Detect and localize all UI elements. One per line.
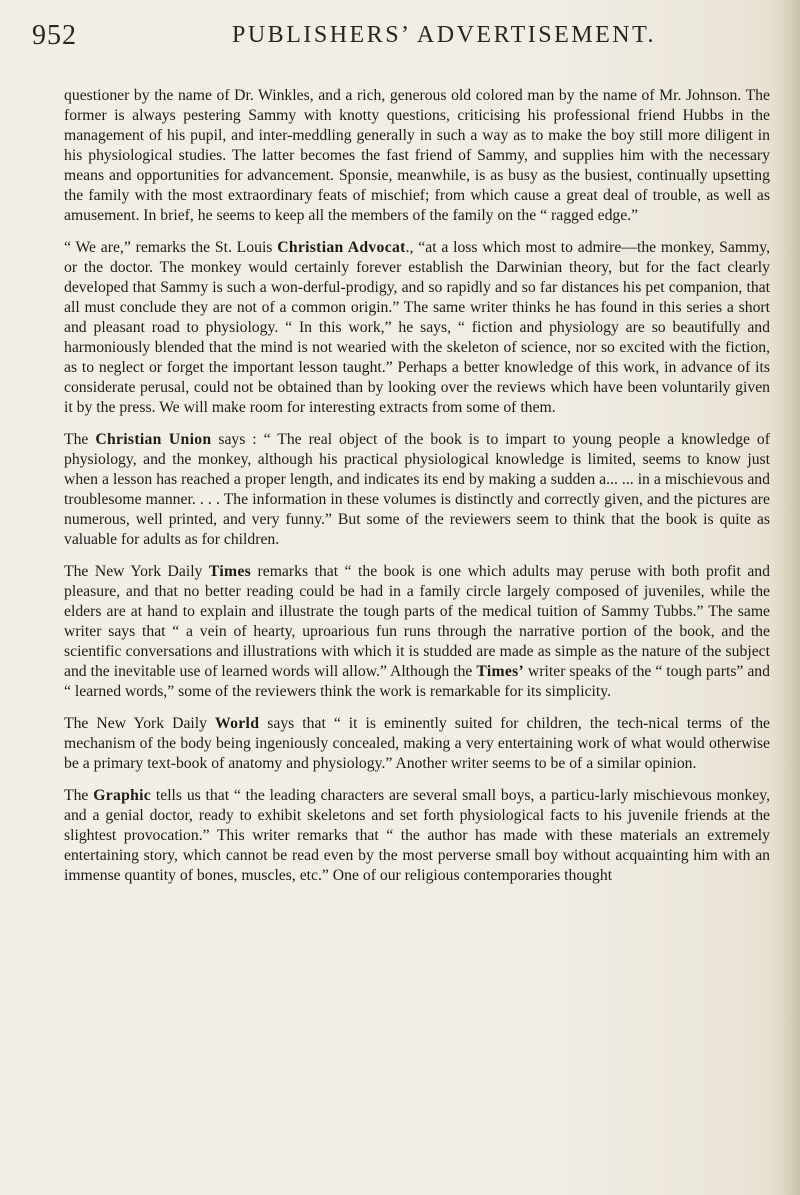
paragraph-3-after: says : “ The real object of the book is to impart to young people a knowledge of physiology, and the monkey, although his practical physiological knowledge is limited, seems to know just when a lesson has reached a proper length, and indicates its end by making a sudden a... ... in a mischievous and troublesome manner. . . . The information in these volumes is distinctly and correctly given, and the pictures are numerous, well printed, and very funny.” But some of the reviewers seem to think that the book is quite as valuable for adults as for children. xyxy=(64,431,770,548)
paragraph-3 xyxy=(64,430,770,550)
paragraph-4-after: remarks that “ the book is one which adults may peruse with both profit and pleasure, and that no better reading could be had in a family circle largely composed of juveniles, while the elders are at hand to explain and illustrate the tough parts of the medical tuition of Sammy Tubbs.” The same writer says that “ a vein of hearty, uproarious fun runs through the narrative portion of the book, and the scientific conversations and illustrations with which it is studded are made as simple as the nature of the subject and the inevitable use of learned words will allow.” Although the xyxy=(64,563,770,680)
paragraph-4 xyxy=(64,562,770,702)
publication-name-christian-advocate: Christian Advocat xyxy=(277,239,406,256)
publication-name-graphic: Graphic xyxy=(93,787,152,804)
paragraph-5-before: The New York Daily xyxy=(64,715,216,732)
page-number: 952 xyxy=(32,20,77,51)
paragraph-6 xyxy=(64,786,770,886)
body-text xyxy=(64,86,770,898)
page-edge-shadow xyxy=(772,0,800,1195)
paragraph-1: questioner by the name of Dr. Winkles, and a rich, generous old colored man by the name of Mr. Johnson. The former is always pestering Sammy with knotty questions, criticising his professional friend Hubbs in the management of his pupil, and inter-meddling generally in such a way as to make the boy still more diligent in his physiological studies. The latter becomes the fast friend of Sammy, and supplies him with the necessary means and opportunities for advancement. Sponsie, meanwhile, is as busy as the busiest, continually upsetting the family with the most extraordinary feats of mischief; from which cause a great deal of trouble, as well as amusement. In brief, he seems to keep all the members of the family on the “ ragged edge.” xyxy=(64,87,770,224)
publication-name-world: World xyxy=(215,715,260,732)
paragraph-5 xyxy=(64,714,770,774)
paragraph-5-after: says that “ it is eminently suited for children, the tech-nical terms of the mechanism of the body being ingeniously concealed, making a very entertaining work of what would otherwise be a primary text-book of anatomy and physiology.” Another writer seems to be of a similar opinion. xyxy=(64,715,771,772)
paragraph-3-before: The xyxy=(64,431,96,448)
publication-name-times: Times xyxy=(208,563,252,580)
paragraph-6-after: tells us that “ the leading characters are several small boys, a particu-larly mischievous monkey, and a genial doctor, ready to exhibit skeletons and set forth physiological facts to his juvenile friends at the slightest provocation.” This writer remarks that “ the author has made with these materials an extremely entertaining story, which cannot be read even by the most perverse small boy without acquainting him with an immense quantity of bones, muscles, etc.” One of our religious contemporaries thought xyxy=(64,787,770,884)
paragraph-4-after-2: writer speaks of the “ tough parts” and “ learned words,” some of the reviewers think the work is remarkable for its simplicity. xyxy=(64,663,770,700)
page-header xyxy=(0,18,800,58)
paragraph-6-before: The xyxy=(64,787,94,804)
publication-name-times-possessive: Times’ xyxy=(476,663,525,680)
paragraph-2 xyxy=(64,238,770,418)
paragraph-4-before: The New York Daily xyxy=(64,563,209,580)
paragraph-2-before: “ We are,” remarks the St. Louis xyxy=(64,239,278,256)
running-head: PUBLISHERS’ ADVERTISEMENT. xyxy=(232,22,657,48)
paragraph-2-after: ., “at a loss which most to admire—the monkey, Sammy, or the doctor. The monkey would certainly forever establish the Darwinian theory, but for the fact clearly developed that Sammy is such a won-derful-prodigy, and so rapidly and so far distances his pet companion, that all must conclude they are not of a common origin.” The same writer thinks he has found in this series a short and pleasant road to physiology. “ In this work,” he says, “ fiction and physiology are so beautifully and harmoniously blended that the mind is not wearied with the skeleton of science, nor so excited with the fiction, as to neglect or forget the important lesson taught.” Perhaps a better knowledge of this work, in advance of its considerate perusal, could not be obtained than by looking over the reviews which have been voluntarily given it by the press. We will make room for interesting extracts from some of them. xyxy=(64,239,771,416)
publication-name-christian-union: Christian Union xyxy=(95,431,212,448)
